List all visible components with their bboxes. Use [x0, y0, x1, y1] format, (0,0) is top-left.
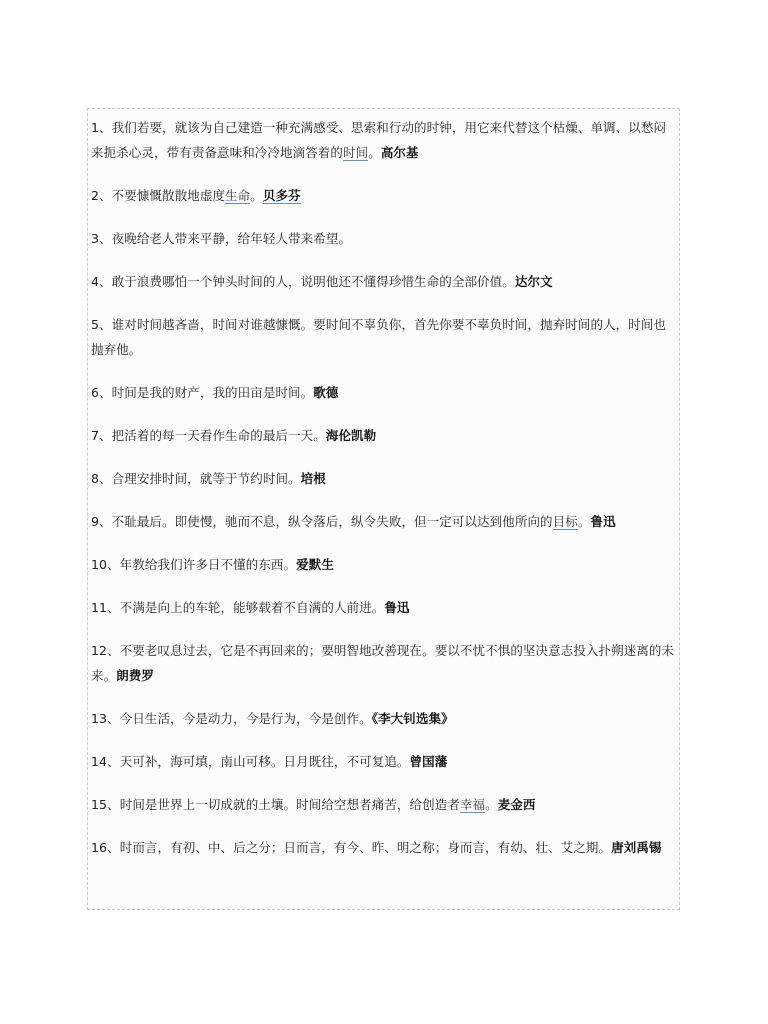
quote-item-6 [91, 380, 677, 405]
quote-author: 爱默生 [296, 557, 334, 572]
keyword-link[interactable]: 生命 [225, 188, 251, 203]
quote-text: 不要慷慨散散地虚度 [111, 188, 226, 203]
quote-number: 7、 [91, 428, 112, 443]
quote-number: 1、 [91, 120, 112, 135]
quote-text: 时间是我的财产，我的田亩是时间。 [111, 385, 314, 400]
quote-number: 2、 [91, 188, 112, 203]
quote-author: 唐刘禹锡 [611, 840, 662, 855]
quote-punct: 。 [368, 145, 381, 160]
quote-text: 不要老叹息过去，它是不再回来的；要明智地改善现在。要以不忧不惧的坚决意志投入扑朔迷离的未来。 [91, 643, 675, 683]
quote-punct: 。 [577, 514, 591, 529]
quote-number: 12、 [91, 643, 120, 658]
quote-number: 8、 [91, 471, 112, 486]
keyword-link[interactable]: 幸福 [459, 797, 486, 812]
quote-text: 合理安排时间，就等于节约时间。 [111, 471, 301, 486]
quote-text: 时而言，有初、中、后之分；日而言，有今、昨、明之称；身而言，有幼、壮、艾之期。 [119, 840, 612, 855]
quote-text: 时间是世界上一切成就的土壤。时间给空想者痛苦，给创造者 [119, 797, 460, 812]
quote-text: 今日生活，今是动力，今是行为，今是创作。 [119, 711, 372, 726]
quote-item-5 [91, 312, 677, 362]
quote-number: 3、 [91, 231, 112, 246]
quote-author: 高尔基 [380, 145, 419, 160]
quote-item-15 [91, 792, 677, 817]
quote-text: 天可补，海可填，南山可移。日月既往，不可复追。 [119, 754, 410, 769]
quote-number: 10、 [91, 557, 120, 572]
quote-item-1 [91, 115, 677, 165]
quote-number: 5、 [91, 317, 112, 332]
quote-item-13 [91, 706, 677, 731]
quote-item-3 [91, 226, 677, 251]
quote-item-10 [91, 552, 677, 577]
quote-panel [87, 108, 680, 910]
quote-author: 培根 [300, 471, 326, 486]
quote-author: 达尔文 [514, 274, 553, 289]
quote-punct: 。 [250, 188, 263, 203]
quote-item-2 [91, 183, 677, 208]
quote-author: 朗费罗 [116, 668, 155, 683]
quote-item-8 [91, 466, 677, 491]
quote-author: 海伦凯勒 [325, 428, 377, 443]
quote-text: 夜晚给老人带来平静，给年轻人带来希望。 [111, 231, 352, 246]
quote-author: 麦金西 [497, 797, 536, 812]
quote-punct: 。 [485, 797, 498, 812]
keyword-link[interactable]: 目标 [552, 514, 578, 529]
quote-text: 我们若要，就该为自己建造一种充满感受、思索和行动的时钟，用它来代替这个枯燥、单调、以愁闷来扼杀心灵，带有责备意味和冷冷地滴答着的 [91, 120, 667, 160]
quote-number: 14、 [91, 754, 120, 769]
quote-item-14 [91, 749, 677, 774]
quote-item-11 [91, 595, 677, 620]
quote-text: 年教给我们许多日不懂的东西。 [119, 557, 297, 572]
quote-item-12 [91, 638, 677, 688]
quote-author[interactable]: 贝多芬 [262, 188, 301, 203]
quote-text: 不满是向上的车轮，能够载着不自满的人前进。 [119, 600, 385, 615]
quote-author: 《李大钊选集》 [371, 711, 454, 726]
quote-number: 6、 [91, 385, 112, 400]
quote-item-4 [91, 269, 677, 294]
quote-number: 11、 [91, 600, 120, 615]
quote-number: 13、 [91, 711, 120, 726]
quote-text: 不耻最后。即使慢，驰而不息，纵令落后，纵令失败，但一定可以达到他所向的 [111, 514, 553, 529]
quote-number: 15、 [91, 797, 120, 812]
quote-author: 曾国藩 [409, 754, 448, 769]
quote-item-9 [91, 509, 677, 534]
quote-author: 鲁迅 [590, 514, 616, 529]
quote-item-16 [91, 835, 677, 860]
quote-text: 把活着的每一天看作生命的最后一天。 [111, 428, 326, 443]
quote-text: 谁对时间越吝啬，时间对谁越慷慨。要时间不辜负你，首先你要不辜负时间，抛弃时间的人，时间也抛弃他。 [91, 317, 667, 357]
quote-number: 9、 [91, 514, 112, 529]
quote-author: 鲁迅 [384, 600, 410, 615]
quote-number: 4、 [91, 274, 112, 289]
keyword-link[interactable]: 时间 [343, 145, 369, 160]
quote-number: 16、 [91, 840, 120, 855]
quote-author: 歌德 [313, 385, 339, 400]
quote-text: 敢于浪费哪怕一个钟头时间的人，说明他还不懂得珍惜生命的全部价值。 [111, 274, 515, 289]
quote-item-7 [91, 423, 677, 448]
